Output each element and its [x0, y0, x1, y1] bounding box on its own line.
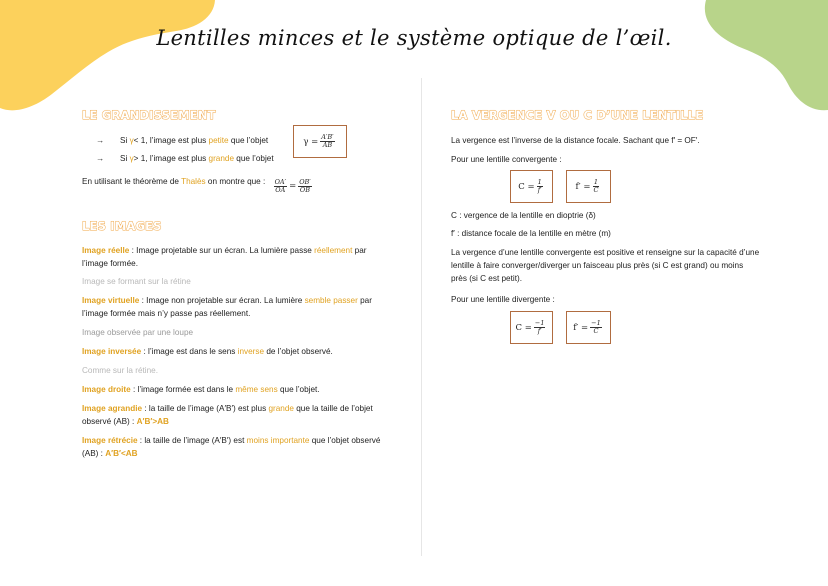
retine-note: Image se formant sur la rétine: [82, 277, 191, 286]
bullet-gamma-greater: → Si γ> 1, l’image est plus grande que l’objet: [96, 154, 274, 163]
gamma-formula-box: γ = $\frac{A'B'}{AB}$: [293, 125, 347, 158]
formula-f-divergente: f′ = $\frac{-1}{C}$: [566, 311, 611, 344]
page-title: Lentilles minces et le système optique de l’œil.: [156, 26, 672, 50]
f-definition: f′ : distance focale de la lentille en mètre (m): [451, 229, 611, 238]
loupe-note: Image observée par une loupe: [82, 328, 194, 337]
image-droite-def: Image droite : l’image formée est dans le même sens que l’objet.: [82, 385, 320, 394]
arrow-icon: →: [96, 154, 105, 163]
yellow-blob-decoration: [0, 0, 215, 112]
image-retrecie-def: Image rétrécie : la taille de l’image (A′B′) est moins importante que l’objet observé (AB) : A′B′<AB: [82, 436, 381, 458]
divergente-label: Pour une lentille divergente :: [451, 295, 555, 304]
formula-c-convergente: C = $\frac{1}{f'}$: [510, 170, 553, 203]
image-agrandie-def: Image agrandie : la taille de l’image (A′B′) est plus grande que la taille de l’objet observé (AB) : A′B′>AB: [82, 404, 373, 426]
convergente-label: Pour une lentille convergente :: [451, 155, 562, 164]
image-reelle-def: Image réelle : Image projetable sur un écran. La lumière passe réellement par l’image formée.: [82, 246, 367, 268]
formula-c-divergente: C = $\frac{-1}{f'}$: [510, 311, 553, 344]
column-divider: [421, 78, 422, 556]
arrow-icon: →: [96, 136, 105, 145]
formula-f-convergente: f′ = $\frac{1}{C}$: [566, 170, 611, 203]
vergence-paragraph: La vergence d’une lentille convergente est positive et renseigne sur la capacité d’une lentille à faire converger/diverger un faisceau plus près (si C est grand) ou moins près (si C est petit).: [451, 248, 760, 283]
vergence-definition: La vergence est l’inverse de la distance focale. Sachant que f′ = OF′.: [451, 136, 700, 145]
c-definition: C : vergence de la lentille en dioptrie (δ): [451, 211, 596, 220]
comme-retine-note: Comme sur la rétine.: [82, 366, 158, 375]
bullet-gamma-less: → Si γ< 1, l’image est plus petite que l’objet: [96, 136, 269, 145]
green-blob-decoration: [698, 0, 828, 112]
heading-grandissement: LE GRANDISSEMENT: [82, 108, 216, 122]
heading-images: LES IMAGES: [82, 219, 162, 233]
image-virtuelle-def: Image virtuelle : Image non projetable sur écran. La lumière semble passer par l’image formée mais n’y passe pas réellement.: [82, 296, 372, 318]
image-inversee-def: Image inversée : l’image est dans le sens inverse de l’objet observé.: [82, 347, 333, 356]
thales-line: En utilisant le théorème de Thalès on montre que : $\frac{OA'}{OA}$ = $\frac{OB'}{OB}$: [82, 177, 311, 194]
heading-vergence: LA VERGENCE V OU C D’UNE LENTILLE: [451, 108, 704, 122]
